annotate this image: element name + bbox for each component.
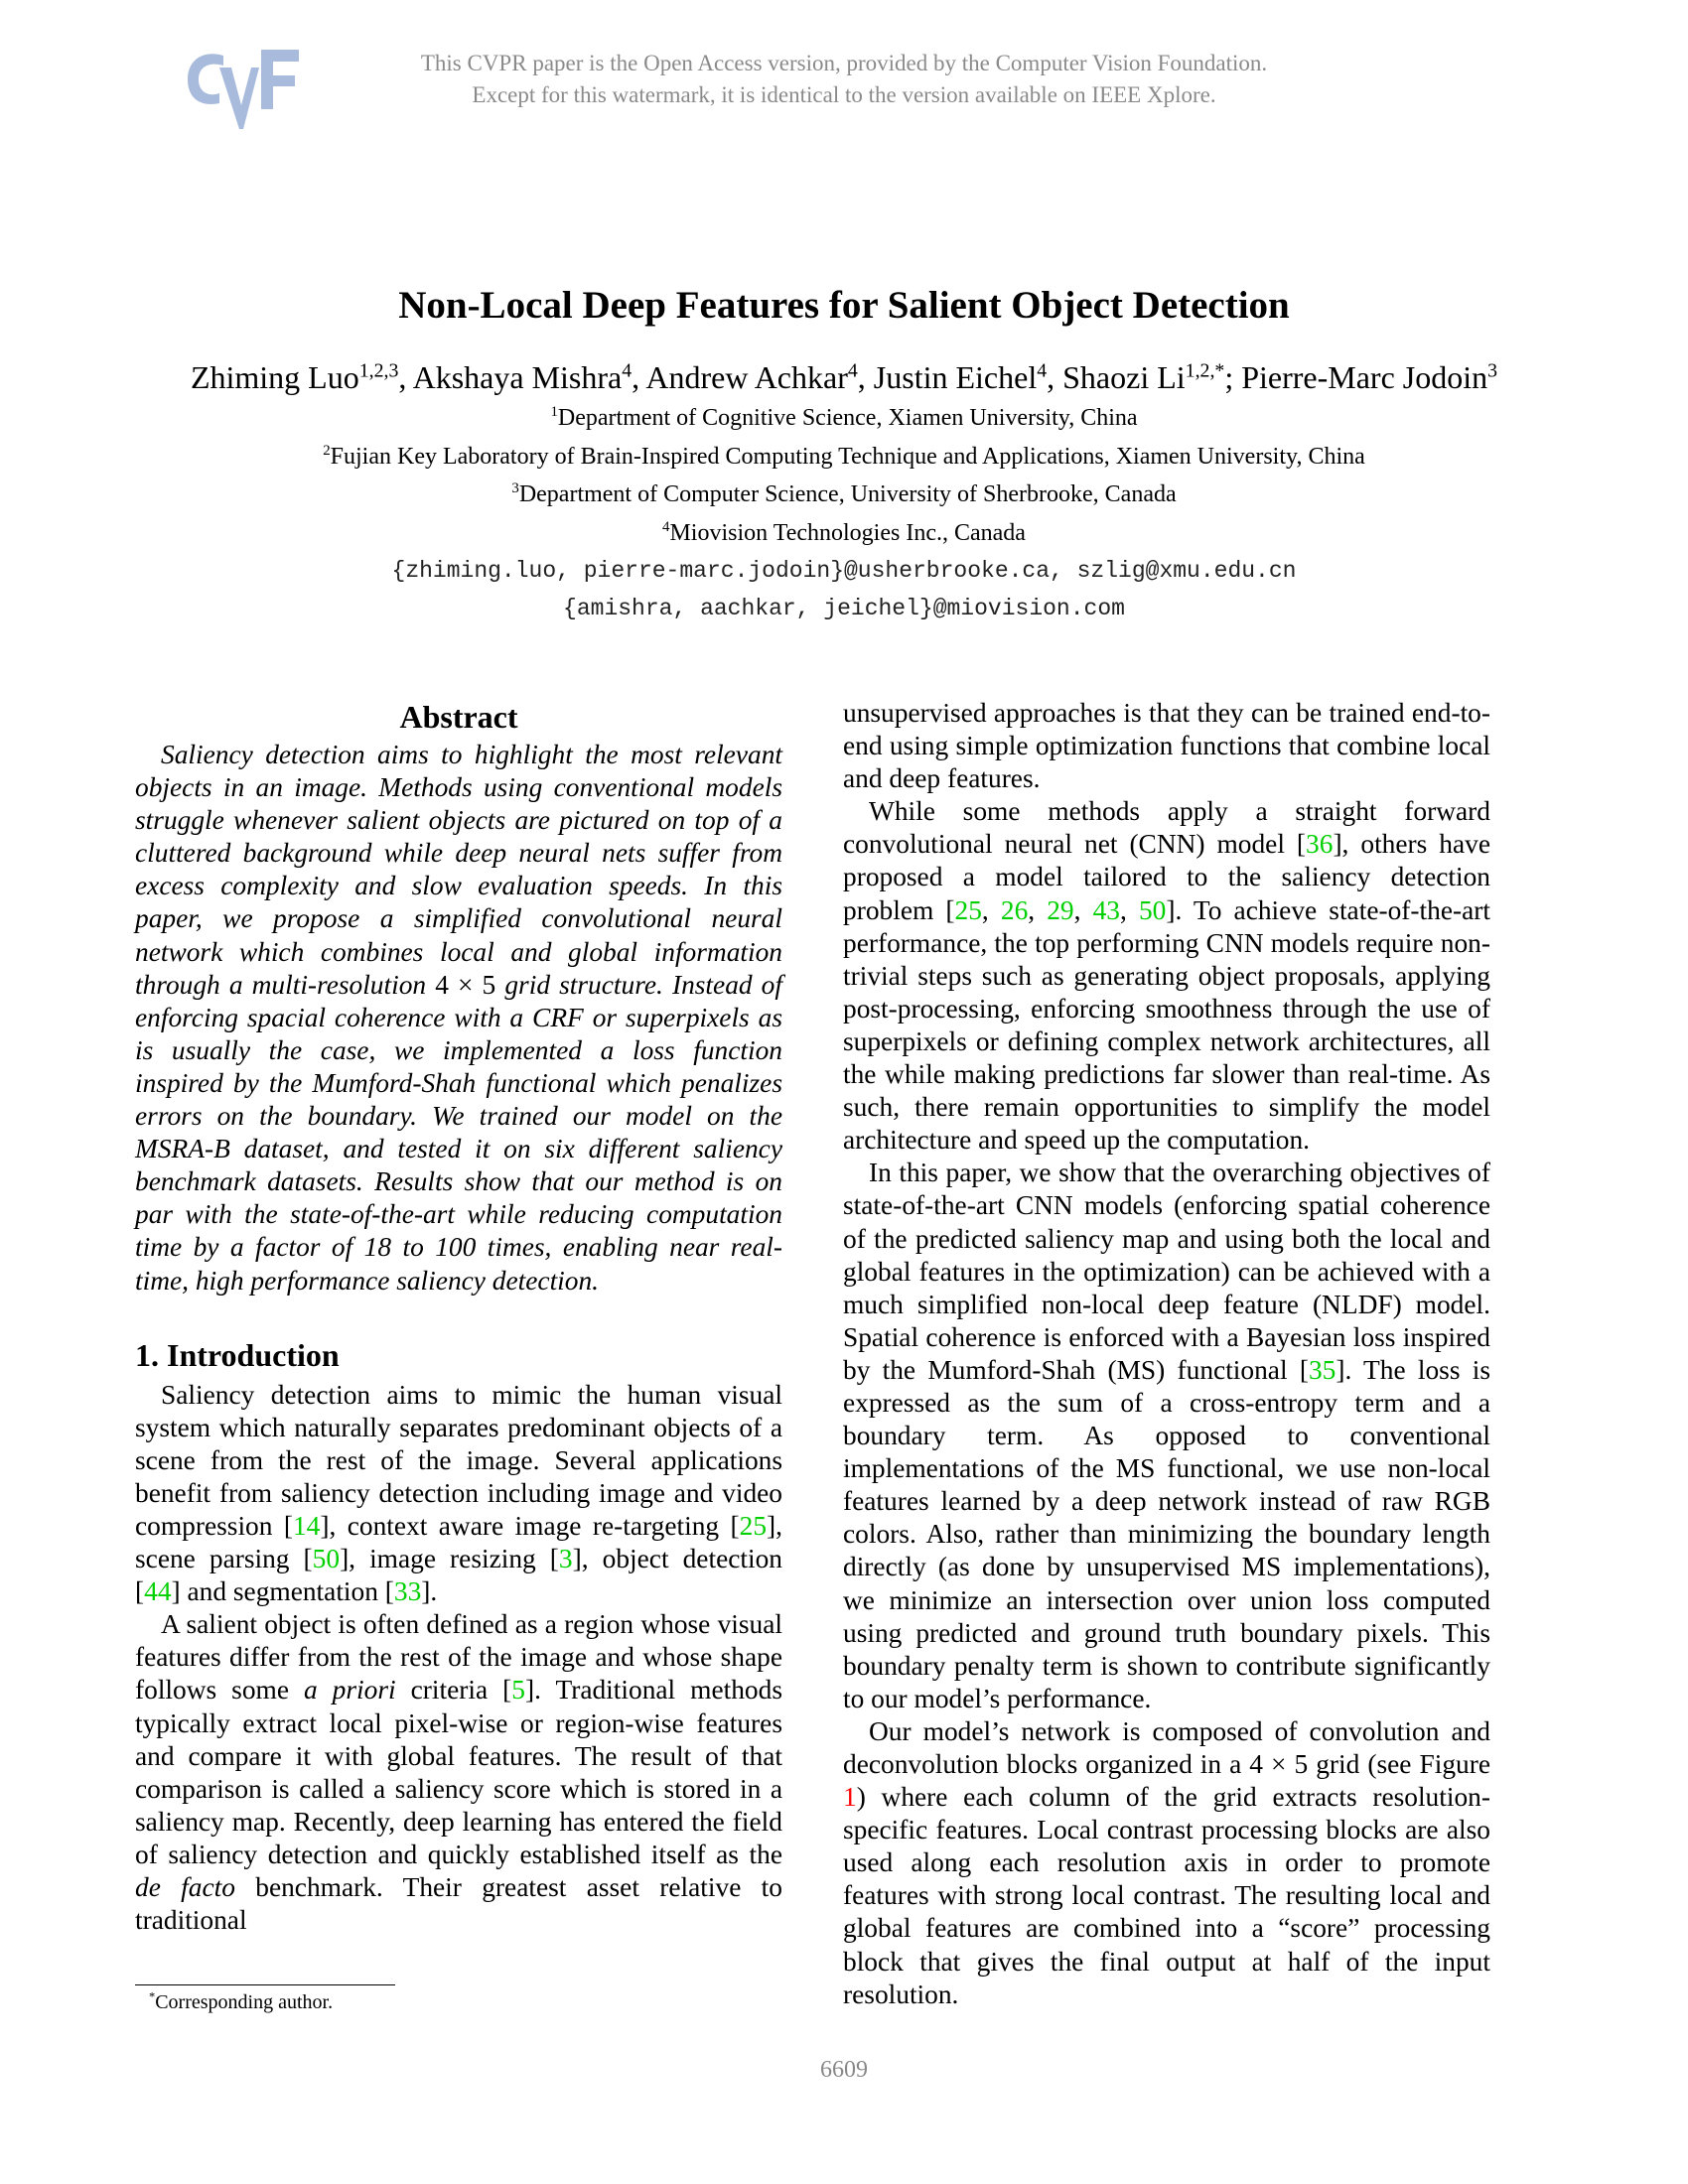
text-run: While some methods apply a straight forward convolutional neural net (CNN) model [ bbox=[843, 796, 1490, 860]
email-line-1: {zhiming.luo, pierre-marc.jodoin}@usherbrooke.ca, szlig@xmu.edu.cn bbox=[391, 558, 1297, 584]
text-run: grid structure. Instead of enforcing spacial coherence with a CRF or superpixels as is usually the case, we implemented a loss function inspired by the Mumford-Shah functional which penalizes errors on the boundary. We trained our model on the MSRA-B dataset, and tested it on six different saliency benchmark datasets. Results show that our method is on par with the state-of-the-art while reducing computation time by a factor of 18 to 100 times, enabling near real-time, high performance saliency detection. bbox=[135, 969, 782, 1296]
citation-link[interactable]: 36 bbox=[1306, 829, 1334, 860]
footnote-text: Corresponding author. bbox=[155, 1991, 334, 2013]
watermark-line-2: Except for this watermark, it is identical to the version available on IEEE Xplore. bbox=[472, 82, 1216, 107]
author-affiliation-mark: 1,2,* bbox=[1185, 359, 1225, 382]
watermark-text bbox=[0, 48, 1688, 111]
email-line-2: {amishra, aachkar, jeichel}@miovision.com bbox=[563, 596, 1125, 621]
affiliation-1 bbox=[0, 399, 1688, 438]
text-run: A salient object is often defined as a region whose visual features differ from the rest of the image and whose shape follows some bbox=[135, 1609, 782, 1706]
text-run: criteria [ bbox=[395, 1675, 512, 1706]
footnote-block bbox=[135, 1969, 782, 2015]
text-run: unsupervised approaches is that they can be trained end-to-end using simple optimization functions that combine local and deep features. bbox=[843, 698, 1490, 794]
affiliation-text: Fujian Key Laboratory of Brain-Inspired Computing Technique and Applications, Xiamen University, China bbox=[330, 443, 1365, 470]
author-separator: , bbox=[632, 359, 646, 395]
text-run: ]. To achieve state-of-the-art performance, the top performing CNN models require non-trivial steps such as generating object proposals, applying post-processing, enforcing smoothness through the use of superpixels or defining complex network architectures, all the while making predictions far slower than real-time. As such, there remain opportunities to simplify the model architecture and speed up the computation. bbox=[843, 894, 1491, 1156]
italic-text: de facto bbox=[135, 1872, 235, 1902]
citation-link[interactable]: 43 bbox=[1092, 894, 1120, 925]
citation-link[interactable]: 14 bbox=[292, 1510, 321, 1541]
figure-reference-link[interactable]: 1 bbox=[843, 1782, 857, 1813]
text-run: , bbox=[981, 894, 1001, 925]
right-column bbox=[843, 697, 1490, 2015]
author-name: Shaozi Li bbox=[1062, 359, 1186, 395]
affiliation-text: Department of Cognitive Science, Xiamen University, China bbox=[557, 405, 1138, 431]
abstract-heading: Abstract bbox=[399, 699, 518, 735]
author-list bbox=[0, 357, 1688, 397]
text-run: ], context aware image re-targeting [ bbox=[320, 1510, 740, 1541]
affiliation-3 bbox=[0, 476, 1688, 514]
left-column bbox=[135, 697, 782, 2015]
text-run: benchmark. Their greatest asset relative to traditional bbox=[135, 1872, 782, 1936]
page-number: 6609 bbox=[820, 2057, 868, 2083]
affiliation-text: Miovision Technologies Inc., Canada bbox=[669, 519, 1026, 546]
two-column-body bbox=[0, 697, 1688, 2015]
introduction-heading: 1. Introduction bbox=[135, 1336, 340, 1373]
author-name: Andrew Achkar bbox=[645, 359, 848, 395]
author-separator: , bbox=[1047, 359, 1063, 395]
watermark-line-1: This CVPR paper is the Open Access version, provided by the Computer Vision Foundation. bbox=[420, 51, 1268, 75]
citation-link[interactable]: 5 bbox=[511, 1675, 525, 1706]
text-run: ]. Traditional methods typically extract local pixel-wise or region-wise features and compare it with global features. The result of that comparison is called a saliency score which is stored in a saliency map. Recently, deep learning has entered the field of saliency detection and quickly established itself as the bbox=[135, 1675, 782, 1869]
citation-link[interactable]: 35 bbox=[1308, 1354, 1336, 1385]
text-run: Saliency detection aims to mimic the human visual system which naturally separates predominant objects of a scene from the rest of the image. Several applications benefit from saliency detection including image and video compression [ bbox=[135, 1379, 782, 1541]
intro-paragraph bbox=[135, 1379, 782, 1609]
author-affiliation-mark: 1,2,3 bbox=[358, 359, 399, 382]
citation-link[interactable]: 25 bbox=[954, 894, 982, 925]
paper-title: Non-Local Deep Features for Salient Object Detection bbox=[398, 284, 1290, 327]
author-affiliation-mark: 4 bbox=[1037, 359, 1048, 382]
text-run: ] and segmentation [ bbox=[171, 1576, 394, 1607]
author-separator: , bbox=[857, 359, 874, 395]
footnote bbox=[135, 1989, 782, 2015]
author-name: Akshaya Mishra bbox=[412, 359, 623, 395]
watermark-header bbox=[0, 0, 1688, 149]
citation-link[interactable]: 33 bbox=[393, 1576, 422, 1607]
text-run: In this paper, we show that the overarching objectives of state-of-the-art CNN models (enforcing spatial coherence of the predicted saliency map and using both the local and global features in the optimization) can be achieved with a much simplified non-local deep feature (NLDF) model. Spatial coherence is enforced with a Bayesian loss inspired by the Mumford-Shah (MS) functional [ bbox=[843, 1158, 1490, 1385]
text-run: , bbox=[1028, 894, 1048, 925]
text-run: Our model’s network is composed of convolution and deconvolution blocks organized in a 4 × 5 grid (see Figure bbox=[843, 1715, 1490, 1779]
text-run: ], object detection [ bbox=[135, 1544, 782, 1607]
abstract-text bbox=[135, 739, 782, 1297]
author-affiliation-mark: 4 bbox=[847, 359, 858, 382]
author-name: Zhiming Luo bbox=[190, 359, 359, 395]
affiliation-4 bbox=[0, 514, 1688, 553]
citation-link[interactable]: 29 bbox=[1047, 894, 1074, 925]
text-run: ], scene parsing [ bbox=[135, 1510, 783, 1574]
body-paragraph bbox=[843, 795, 1490, 1157]
author-affiliation-mark: 3 bbox=[1487, 359, 1498, 382]
citation-link[interactable]: 50 bbox=[1138, 894, 1167, 925]
text-run: ]. The loss is expressed as the sum of a cross-entropy term and a boundary term. As opposed to conventional implementations of the MS functional, we use non-local features learned by a deep network instead of raw RGB colors. Also, rather than minimizing the boundary length directly (as done by unsupervised MS implementations), we minimize an intersection over union loss computed using predicted and ground truth boundary pixels. This boundary penalty term is shown to contribute significantly to our model’s performance. bbox=[843, 1354, 1490, 1713]
footnote-mark: * bbox=[149, 1989, 156, 2004]
intro-paragraph bbox=[135, 1608, 782, 1937]
citation-link[interactable]: 3 bbox=[558, 1544, 573, 1574]
citation-link[interactable]: 25 bbox=[739, 1510, 768, 1541]
affiliation-mark: 2 bbox=[323, 442, 331, 459]
author-affiliation-mark: 4 bbox=[622, 359, 633, 382]
text-run: ]. bbox=[421, 1576, 438, 1607]
author-name: Justin Eichel bbox=[873, 359, 1038, 395]
text-run: ) where each column of the grid extracts resolution-specific features. Local contrast processing blocks are also used along each resolution axis in order to promote features with strong local contrast. The resulting local and global features are combined into a “score” processing block that gives the final output at half of the input resolution. bbox=[843, 1782, 1490, 2009]
author-name: Pierre-Marc Jodoin bbox=[1241, 359, 1488, 395]
affiliations bbox=[0, 399, 1688, 552]
affiliation-mark: 1 bbox=[550, 404, 558, 420]
citation-link[interactable]: 44 bbox=[144, 1576, 172, 1607]
affiliation-mark: 3 bbox=[511, 480, 519, 496]
author-separator: ; bbox=[1224, 359, 1242, 395]
text-run: , bbox=[1119, 894, 1139, 925]
footnote-rule bbox=[135, 1984, 395, 1985]
text-run: ], image resizing [ bbox=[340, 1544, 559, 1574]
body-paragraph bbox=[843, 1157, 1490, 1715]
citation-link[interactable]: 26 bbox=[1000, 894, 1029, 925]
affiliation-text: Department of Computer Science, University of Sherbrooke, Canada bbox=[518, 481, 1177, 507]
affiliation-2 bbox=[0, 438, 1688, 477]
text-run: ], others have proposed a model tailored to the saliency detection problem [ bbox=[843, 829, 1490, 925]
body-paragraph bbox=[843, 1715, 1490, 2011]
body-paragraph bbox=[843, 697, 1490, 795]
italic-text: a priori bbox=[303, 1675, 396, 1706]
math-text: 4 × 5 bbox=[435, 969, 496, 1000]
text-run: Saliency detection aims to highlight the most relevant objects in an image. Methods using conventional models struggle whenever salient objects are pictured on top of a cluttered background while deep neural nets suffer from excess complexity and slow evaluation speeds. In this paper, we propose a simplified convolutional neural network which combines local and global information through a multi-resolution bbox=[135, 740, 782, 1000]
text-run: , bbox=[1073, 894, 1093, 925]
author-separator: , bbox=[398, 359, 413, 395]
citation-link[interactable]: 50 bbox=[312, 1544, 341, 1574]
affiliation-mark: 4 bbox=[662, 518, 670, 535]
